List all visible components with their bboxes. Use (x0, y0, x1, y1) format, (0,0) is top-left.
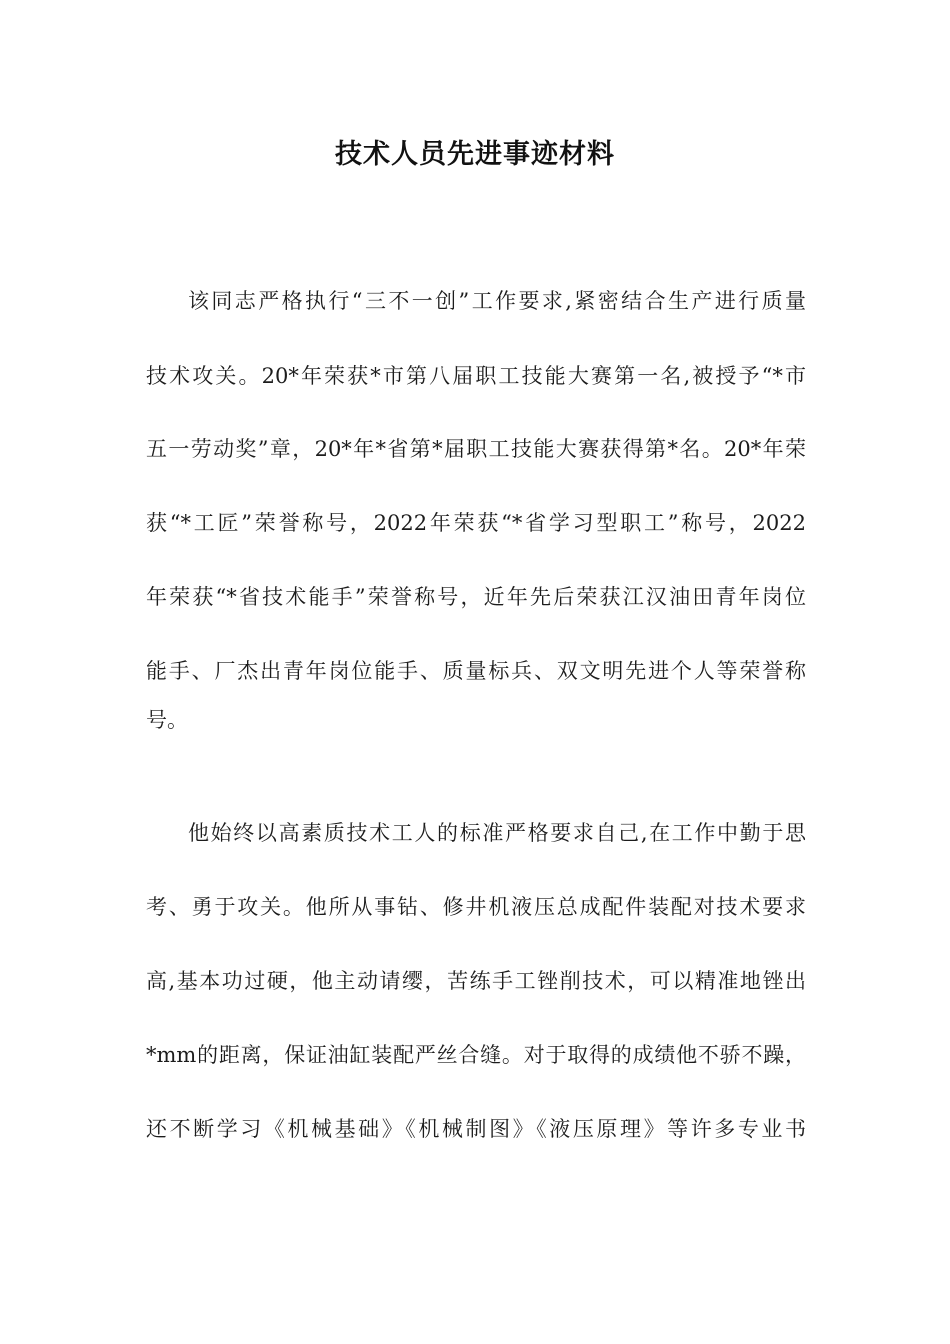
paragraph-line: 能手、厂杰出青年岗位能手、质量标兵、双文明先进个人等荣誉称 (146, 659, 806, 683)
paragraph-line: *mm的距离，保证油缸装配严丝合缝。对于取得的成绩他不骄不躁， (146, 1043, 806, 1067)
paragraph-line: 获“*工匠”荣誉称号，2022年荣获“*省学习型职工”称号，2022 (146, 511, 806, 535)
paragraph-line: 该同志严格执行“三不一创”工作要求,紧密结合生产进行质量 (188, 289, 806, 313)
paragraph-line: 考、勇于攻关。他所从事钻、修井机液压总成配件装配对技术要求 (146, 895, 806, 919)
paragraph-line: 高,基本功过硬，他主动请缨，苦练手工锉削技术，可以精准地锉出 (146, 969, 806, 993)
paragraph-line: 号。 (146, 708, 188, 732)
document-title: 技术人员先进事迹材料 (335, 139, 615, 170)
paragraph-line: 五一劳动奖”章，20*年*省第*届职工技能大赛获得第*名。20*年荣 (146, 437, 806, 461)
paragraph-line: 还不断学习《机械基础》《机械制图》《液压原理》等许多专业书 (146, 1117, 806, 1141)
paragraph-line: 年荣获“*省技术能手”荣誉称号，近年先后荣获江汉油田青年岗位 (146, 585, 806, 609)
paragraph-line: 技术攻关。20*年荣获*市第八届职工技能大赛第一名,被授予“*市 (146, 364, 806, 388)
paragraph-line: 他始终以高素质技术工人的标准严格要求自己,在工作中勤于思 (188, 821, 806, 845)
